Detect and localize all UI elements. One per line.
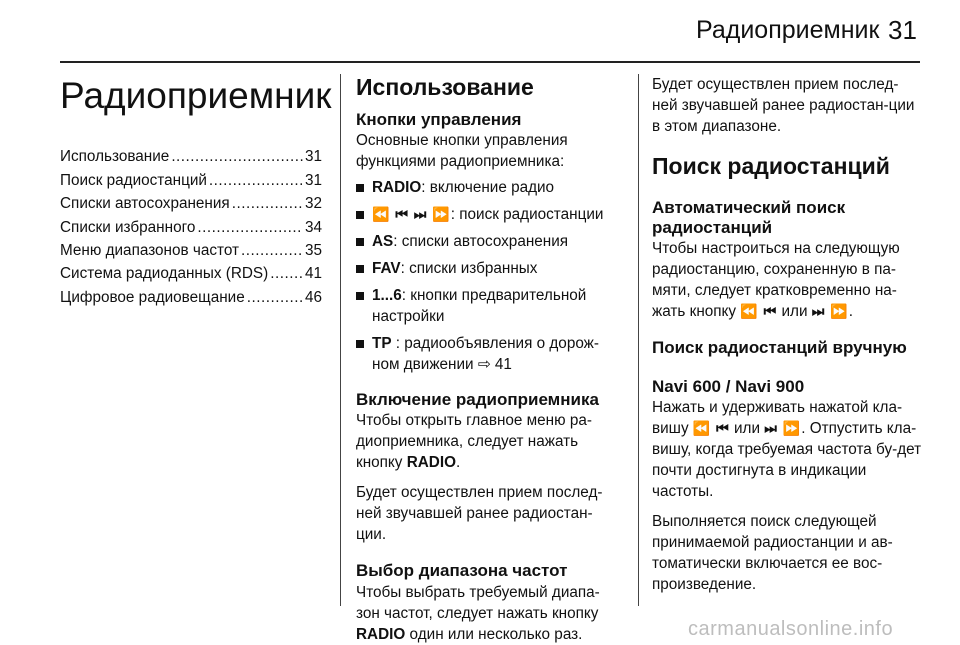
toc-label: Поиск радиостанций <box>60 171 207 189</box>
page-header <box>0 0 960 62</box>
list-item <box>356 177 618 198</box>
spacer <box>652 189 922 198</box>
key-label: FAV <box>372 259 401 277</box>
toc-page: 32 <box>304 195 322 213</box>
toc-leader <box>241 242 303 260</box>
toc-entry[interactable] <box>60 195 322 218</box>
list-item <box>356 333 618 375</box>
toc-leader <box>171 148 303 166</box>
paragraph: Будет осуществлен прием послед-ней звучавшей ранее радиостан-ции в этом диапазоне. <box>652 76 915 135</box>
toc-label: Списки автосохранения <box>60 195 230 213</box>
spacer <box>356 545 618 561</box>
bullet-square <box>356 292 364 300</box>
chapter-title: Радиоприемник <box>60 75 332 116</box>
item-text: : списки избранных <box>400 259 538 277</box>
seek-forward-icon: ⏭ ⏩ <box>811 303 849 320</box>
paragraph-text: один или несколько раз. <box>405 625 583 643</box>
toc-entry[interactable] <box>60 242 322 265</box>
toc-leader <box>232 195 303 213</box>
paragraph-text: или <box>729 420 765 438</box>
toc-page: 34 <box>304 218 322 236</box>
subsection-title: Кнопки управления <box>356 109 522 129</box>
item-text: : радиообъявления о дорож-ном движении ⇨ 41 <box>372 334 599 373</box>
section-title: Использование <box>356 74 534 100</box>
page-number: 31 <box>888 15 917 45</box>
header-rule <box>60 61 920 63</box>
usage-column <box>356 74 618 645</box>
paragraph-text: Чтобы выбрать требуемый диапа-зон частот, следует нажать кнопку <box>356 583 600 622</box>
list-item <box>356 285 618 327</box>
toc-label: Система радиоданных (RDS) <box>60 265 269 283</box>
subsection-title: Автоматический поиск радиостанций <box>652 197 846 237</box>
paragraph <box>356 582 618 645</box>
header-title: Радиоприемник <box>696 16 880 44</box>
bullet-square <box>356 265 364 273</box>
spacer <box>652 368 922 377</box>
list-item <box>356 204 618 225</box>
item-text: : кнопки предварительной настройки <box>372 286 587 325</box>
item-text: : списки автосохранения <box>393 232 569 250</box>
spacer <box>356 381 618 390</box>
paragraph-text: Нажать и удерживать нажатой кла-вишу <box>652 399 903 438</box>
key-label: RADIO <box>356 625 406 643</box>
paragraph <box>652 238 922 322</box>
toc-entry[interactable] <box>60 265 322 288</box>
paragraph: Выполняется поиск следующей принимаемой радиостанции и ав-томатически включается ее вос-произведение. <box>652 513 893 594</box>
key-label: TP <box>372 334 392 352</box>
models-heading: Navi 600 / Navi 900 <box>652 376 805 396</box>
bullet-square <box>356 340 364 348</box>
spacer <box>652 322 922 338</box>
paragraph-text: . <box>456 454 461 472</box>
toc-leader <box>247 289 303 307</box>
spacer <box>652 359 922 368</box>
controls-intro: Основные кнопки управления функциями радиоприемника: <box>356 131 568 170</box>
paragraph-text: или <box>777 303 812 321</box>
spacer <box>652 137 922 153</box>
watermark: carmanualsonline.info <box>688 618 894 640</box>
subsection-title: Включение радиоприемника <box>356 389 599 409</box>
seek-back-icon: ⏪ ⏮ <box>740 303 778 320</box>
paragraph <box>652 397 922 502</box>
toc-page: 41 <box>304 265 322 283</box>
toc-entry[interactable] <box>60 172 322 195</box>
key-label: RADIO <box>372 178 422 196</box>
toc-page: 31 <box>304 171 322 189</box>
bullet-square <box>356 238 364 246</box>
paragraph <box>356 410 618 473</box>
paragraph: Будет осуществлен прием послед-ней звучавшей ранее радиостан-ции. <box>356 484 603 544</box>
spacer <box>356 473 618 482</box>
toc-entry[interactable] <box>60 289 322 312</box>
table-of-contents <box>60 148 322 312</box>
search-column <box>652 74 922 595</box>
toc-page: 31 <box>304 148 322 166</box>
toc-leader <box>270 265 303 283</box>
bullet-square <box>356 211 364 219</box>
paragraph-text: . <box>848 303 853 321</box>
column-divider <box>340 74 341 606</box>
toc-entry[interactable] <box>60 219 322 242</box>
paragraph-text: Чтобы настроиться на следующую радиостанцию, сохраненную в па-мяти, следует кратковременно на-жать кнопку <box>652 240 900 321</box>
subsection-title: Выбор диапазона частот <box>356 561 568 581</box>
toc-entry[interactable] <box>60 148 322 171</box>
column-divider <box>638 74 639 606</box>
key-label: RADIO <box>406 454 456 472</box>
seek-forward-icon: ⏭ ⏩ <box>764 420 802 437</box>
toc-page: 35 <box>304 241 322 259</box>
subsection-title: Поиск радиостанций вручную <box>652 338 907 358</box>
toc-label: Использование <box>60 148 170 166</box>
toc-leader <box>197 219 303 237</box>
chapter-column <box>60 74 332 312</box>
toc-page: 46 <box>304 288 322 306</box>
section-title: Поиск радиостанций <box>652 153 890 179</box>
list-item <box>356 258 618 279</box>
paragraph-text: . Отпустить кла-вишу, когда требуемая частота бу-дет почти достигнута в индикации частоты. <box>652 420 922 501</box>
toc-label: Цифровое радиовещание <box>60 288 245 306</box>
bullet-square <box>356 184 364 192</box>
item-text: : поиск радиостанции <box>450 205 604 223</box>
key-label: 1...6 <box>372 286 402 304</box>
paragraph-text: Чтобы открыть главное меню ра-диоприемника, следует нажать кнопку <box>356 412 592 472</box>
seek-back-icon: ⏪ ⏮ <box>692 420 730 437</box>
controls-list <box>356 177 618 375</box>
seek-buttons-icon: ⏪ ⏮ ⏭ ⏩ <box>372 205 451 222</box>
item-text: : включение радио <box>421 178 555 196</box>
key-label: AS <box>372 232 394 250</box>
toc-leader <box>209 172 303 190</box>
toc-label: Меню диапазонов частот <box>60 241 240 259</box>
toc-label: Списки избранного <box>60 218 196 236</box>
list-item <box>356 231 618 252</box>
spacer <box>652 502 922 511</box>
